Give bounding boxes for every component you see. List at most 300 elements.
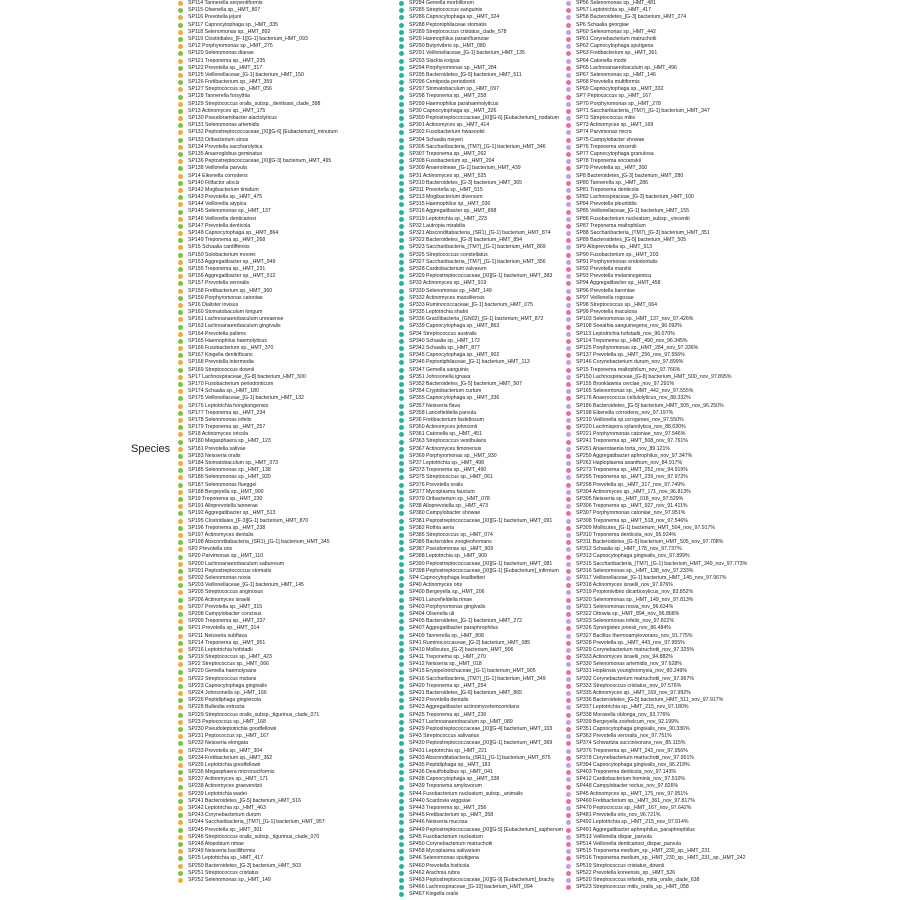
legend-label: SP420 Treponema sp._HMT_254: [409, 682, 487, 689]
legend-item: [178, 438, 398, 445]
legend-swatch-icon: [566, 195, 571, 200]
legend-swatch-icon: [566, 253, 571, 258]
legend-item: [566, 187, 786, 194]
legend-item: [178, 323, 398, 330]
legend-item: [178, 122, 398, 129]
legend-label: SP76 Treponema vincentii: [576, 143, 637, 150]
legend-swatch-icon: [178, 562, 183, 567]
legend-item: [566, 474, 786, 481]
legend-label: SP118 Selenomonas sp._HMT_892: [188, 28, 271, 35]
legend-swatch-icon: [399, 555, 404, 560]
legend-swatch-icon: [566, 619, 571, 624]
legend-label: SP310 Bacteroidetes_[G-3] bacterium_HMT_365: [409, 179, 523, 186]
legend-label: SP34 Streptococcus australis: [409, 330, 477, 337]
legend-label: SP298 Prevotella sp._HMT_317_nov_97.749%: [576, 481, 685, 488]
legend-swatch-icon: [399, 317, 404, 322]
legend-item: [178, 647, 398, 654]
legend-item: [178, 697, 398, 704]
legend-label: SP297 Stomatobaculum sp._HMT_097: [409, 86, 499, 93]
legend-swatch-icon: [178, 440, 183, 445]
legend-label: SP127 Streptococcus sp._HMT_056: [188, 86, 272, 93]
legend-label: SP142 Mogibacterium timidum: [188, 186, 259, 193]
legend-label: SP259 Aggregatibacter aphrophilus_nov_97.347%: [576, 452, 693, 459]
legend-label: SP302 Fusobacterium hwasookii: [409, 129, 485, 136]
legend-swatch-icon: [566, 648, 571, 653]
legend-item: [178, 604, 398, 611]
legend-item: [566, 252, 786, 259]
legend-swatch-icon: [566, 641, 571, 646]
legend-swatch-icon: [399, 576, 404, 581]
legend-label: SP403 Treponema denticola_nov_97.143%: [576, 769, 677, 776]
legend-swatch-icon: [399, 418, 404, 423]
legend-swatch-icon: [566, 123, 571, 128]
legend-item: [566, 819, 786, 826]
legend-label: SP86 Fusobacterium nucleatum_subsp._vincentii: [576, 215, 690, 222]
legend-item: [178, 50, 398, 57]
legend-swatch-icon: [566, 102, 571, 107]
legend-label: SP31 Actinomyces sp._HMT_525: [409, 172, 487, 179]
legend-label: SP429 Peptostreptococcaceae_[XI][G-4] bacterium_HMT_103: [409, 725, 553, 732]
legend-swatch-icon: [178, 504, 183, 509]
legend-item: [566, 762, 786, 769]
legend-swatch-icon: [178, 145, 183, 150]
legend-item: [178, 525, 398, 532]
legend-swatch-icon: [399, 741, 404, 746]
legend-swatch-icon: [566, 626, 571, 631]
legend-label: SP44 Fusobacterium nucleatum_subsp._animalis: [409, 790, 523, 797]
legend-swatch-icon: [178, 626, 183, 631]
legend-label: SP241 Bacteroidetes_[G-5] bacterium_HMT_516: [188, 797, 302, 804]
legend-swatch-icon: [566, 260, 571, 265]
legend-label: SP438 Capnocytophaga sp._HMT_338: [409, 776, 500, 783]
legend-item: [566, 323, 786, 330]
legend-swatch-icon: [178, 526, 183, 531]
legend-swatch-icon: [566, 576, 571, 581]
legend-label: SP103 Selenomonas sp._HMT_137_nov_97.426%: [576, 316, 694, 323]
legend-label: SP246 Streptococcus oralis_subsp._tigurinus_clade_070: [188, 833, 320, 840]
legend-swatch-icon: [566, 138, 571, 143]
legend-label: SP178 Selenomonas infelix: [188, 416, 252, 423]
legend-swatch-icon: [178, 864, 183, 869]
legend-label: SP45 Fusobacterium nucleatum: [409, 833, 483, 840]
legend-item: [566, 798, 786, 805]
legend-swatch-icon: [399, 705, 404, 710]
legend-label: SP183 Neisseria oralis: [188, 452, 241, 459]
legend-label: SP116 Prevotella jejuni: [188, 14, 242, 21]
legend-label: SP243 Corynebacterium durum: [188, 812, 261, 819]
legend-item: [178, 65, 398, 72]
legend-label: SP89 Bacteroidetes_[G-5] bacterium_HMT_505: [576, 237, 687, 244]
legend-item: [178, 539, 398, 546]
legend-item: [566, 654, 786, 661]
legend-swatch-icon: [566, 885, 571, 890]
legend-label: SP82 Lachnospiraceae_[G-3] bacterium_HMT_100: [576, 194, 694, 201]
legend-item: [566, 173, 786, 180]
legend-swatch-icon: [399, 339, 404, 344]
legend-swatch-icon: [178, 238, 183, 243]
legend-swatch-icon: [399, 267, 404, 272]
legend-label: SP516 Treponema medium_sp._HMT_230_sp._HMT_231_sp._HMT_242: [576, 855, 746, 862]
legend-label: SP296 Centipeda periodontii: [409, 79, 476, 86]
legend-swatch-icon: [178, 655, 183, 660]
legend-label: SP117 Capnocytophaga sp._HMT_335: [188, 21, 278, 28]
legend-item: [566, 805, 786, 812]
legend-swatch-icon: [566, 519, 571, 524]
legend-swatch-icon: [399, 569, 404, 574]
legend-label: SP295 Bacteroidetes_[G-5] bacterium_HMT_511: [409, 71, 522, 78]
legend-column-3: [566, 0, 786, 900]
legend-item: [566, 748, 786, 755]
legend-label: SP60 Selenomonas sp._HMT_442: [576, 28, 656, 35]
legend-item: [566, 36, 786, 43]
legend-item: [178, 367, 398, 374]
legend-label: SP363 Prevotella veroralis_nov_97.751%: [576, 733, 672, 740]
legend-swatch-icon: [178, 418, 183, 423]
legend-label: SP379 Oribacterium sp._HMT_078: [409, 495, 490, 502]
legend-label: SP79 Prevotella sp._HMT_300: [576, 165, 648, 172]
legend-swatch-icon: [566, 389, 571, 394]
legend-item: [178, 151, 398, 158]
legend-label: SP56 Selenomonas sp._HMT_481: [576, 0, 656, 6]
legend-label: SP242 Leptotrichia sp._HMT_463: [188, 805, 266, 811]
legend-swatch-icon: [566, 677, 571, 682]
legend-swatch-icon: [178, 749, 183, 754]
legend-item: [566, 151, 786, 158]
legend-item: [178, 129, 398, 136]
legend-label: SP108 Sneathia sanguinegens_nov_96.092%: [576, 323, 682, 330]
legend-swatch-icon: [399, 878, 404, 883]
legend-item: [566, 266, 786, 273]
legend-label: SP170 Fusobacterium periodonticum: [188, 380, 274, 387]
legend-swatch-icon: [566, 317, 571, 322]
legend-swatch-icon: [399, 166, 404, 171]
legend-item: [178, 86, 398, 93]
legend-swatch-icon: [566, 734, 571, 739]
legend-item: [566, 546, 786, 553]
legend-label: SP237 Actinomyces sp._HMT_171: [188, 776, 269, 783]
legend-swatch-icon: [399, 396, 404, 401]
legend-item: [566, 22, 786, 29]
legend-swatch-icon: [178, 555, 183, 560]
legend-label: SP187 Selenomonas flueggei: [188, 481, 257, 488]
legend-swatch-icon: [399, 404, 404, 409]
legend-label: SP520 Streptococcus infantis_mitis_oralis_clade_638: [576, 876, 700, 883]
legend-item: [566, 704, 786, 711]
legend-item: [566, 86, 786, 93]
legend-item: [178, 417, 398, 424]
legend-label: SP301 Actinomyces sp._HMT_414: [409, 122, 490, 129]
legend-swatch-icon: [178, 346, 183, 351]
legend-label: SP330 Selenomonas sp._HMT_149: [409, 287, 492, 294]
legend-swatch-icon: [178, 389, 183, 394]
legend-swatch-icon: [399, 835, 404, 840]
legend-label: SP58 Bacteroidetes_[G-3] bacterium_HMT_274: [576, 14, 687, 21]
legend-label: SP381 Peptostreptococcaceae_[XI][G-1] bacterium_HMT_091: [409, 517, 553, 524]
legend-swatch-icon: [178, 425, 183, 430]
legend-label: SP251 Streptococcus cristatus: [188, 869, 259, 876]
legend-item: [178, 683, 398, 690]
legend-label: SP185 Selenomonas sp._HMT_138: [188, 467, 271, 474]
legend-item: [566, 295, 786, 302]
legend-item: [566, 367, 786, 374]
legend-swatch-icon: [178, 432, 183, 437]
legend-label: SP357 Neisseria flava: [409, 402, 461, 409]
legend-label: SP338 Moraxella oblonga_nov_93.776%: [576, 711, 671, 718]
legend-label: SP78 Treponema socranskii: [576, 158, 641, 165]
legend-label: SP328 Prevotella sp._HMT_443_nov_97.955%: [576, 639, 685, 646]
legend-swatch-icon: [566, 813, 571, 818]
legend-label: SP342 Schaalia sp._HMT_877: [409, 345, 480, 351]
legend-item: [566, 65, 786, 72]
legend-label: SP175 Veillonellaceae_[G-1] bacterium_HMT_132: [188, 395, 304, 402]
legend-item: [178, 316, 398, 323]
legend-swatch-icon: [399, 152, 404, 157]
legend-item: [178, 359, 398, 366]
legend-swatch-icon: [178, 188, 183, 193]
legend-swatch-icon: [399, 483, 404, 488]
legend-swatch-icon: [566, 360, 571, 365]
legend-label: SP322 Bacteroidetes_[G-3] bacterium_HMT_894: [409, 237, 523, 244]
legend-label: SP133 Oribacterium sinus: [188, 136, 249, 143]
legend-swatch-icon: [566, 325, 571, 330]
legend-swatch-icon: [566, 447, 571, 452]
legend-item: [566, 122, 786, 129]
legend-label: SP289 Streptococcus cristatus_clade_578: [409, 28, 507, 35]
legend-swatch-icon: [566, 37, 571, 42]
legend-swatch-icon: [566, 540, 571, 545]
legend-swatch-icon: [399, 116, 404, 121]
legend-item: [566, 697, 786, 704]
legend-label: SP186 Selenomonas sp._HMT_920: [188, 474, 271, 481]
legend-swatch-icon: [399, 849, 404, 854]
legend-swatch-icon: [399, 461, 404, 466]
legend-item: [178, 589, 398, 596]
legend-swatch-icon: [399, 562, 404, 567]
legend-label: SP91 Porphyromonas endodontalis: [576, 258, 658, 265]
legend-label: SP232 Neisseria elongata: [188, 740, 248, 747]
legend-label: SP43 Streptococcus salivarius: [409, 733, 480, 740]
legend-item: [566, 158, 786, 165]
legend-label: SP184 Stomatobaculum sp._HMT_373: [188, 460, 278, 466]
legend-label: SP352 Bacteroidetes_[G-5] bacterium_HMT_507: [409, 380, 523, 387]
legend-label: SP401 Lancefieldella rimae: [409, 596, 473, 603]
legend-label: SP23 Peptococcus sp._HMT_168: [188, 718, 266, 725]
legend-item: [566, 244, 786, 251]
legend-swatch-icon: [399, 37, 404, 42]
legend-label: SP333 Streptococcus cristatus_nov_97.576%: [576, 682, 682, 689]
legend-label: SP149 Treponema sp._HMT_268: [188, 237, 266, 244]
legend-swatch-icon: [178, 519, 183, 524]
legend-label: SP236 Megasphaera micronuciformis: [188, 769, 275, 776]
legend-swatch-icon: [566, 145, 571, 150]
legend-swatch-icon: [178, 856, 183, 861]
legend-swatch-icon: [178, 289, 183, 294]
legend-swatch-icon: [399, 533, 404, 538]
legend-label: SP327 Bacillus thermoamylovorans_nov_91.775%: [576, 632, 693, 639]
legend-swatch-icon: [178, 662, 183, 667]
legend-swatch-icon: [399, 490, 404, 495]
legend-item: [178, 58, 398, 65]
legend-swatch-icon: [178, 325, 183, 330]
legend-label: SP436 Desulfobulbus sp._HMT_041: [409, 769, 493, 776]
legend-label: SP73 Actinomyces sp._HMT_169: [576, 122, 654, 129]
legend-item: [566, 611, 786, 618]
legend-item: [178, 208, 398, 215]
legend-label: SP386 Bacteroides zoogleoformans: [409, 539, 492, 546]
legend-label: SP179 Treponema sp._HMT_257: [188, 424, 266, 431]
legend-swatch-icon: [399, 885, 404, 890]
legend-label: SP351 Capnocytophaga gingivalis_nov_90.336%: [576, 725, 690, 732]
legend-swatch-icon: [566, 785, 571, 790]
legend-item: [566, 331, 786, 338]
legend-swatch-icon: [566, 296, 571, 301]
legend-item: [566, 381, 786, 388]
legend-item: [566, 352, 786, 359]
legend-label: SP462 Arachnia rubra: [409, 869, 460, 876]
legend-swatch-icon: [399, 73, 404, 78]
legend-swatch-icon: [566, 15, 571, 20]
legend-swatch-icon: [399, 360, 404, 365]
legend-swatch-icon: [566, 66, 571, 71]
legend-swatch-icon: [178, 619, 183, 624]
legend-item: [566, 338, 786, 345]
legend-item: [566, 424, 786, 431]
legend-item: [178, 381, 398, 388]
legend-label: SP2 Prevotella oris: [188, 546, 233, 553]
legend-item: [566, 525, 786, 532]
legend-label: SP351 Johnsonella ignava: [409, 373, 471, 380]
legend-label: SP519 Streptococcus cristatus_downii: [576, 862, 665, 869]
legend-item: [566, 539, 786, 546]
legend-label: SP200 Lachnoanaerobaculum saburreum: [188, 560, 285, 567]
legend-swatch-icon: [178, 224, 183, 229]
legend-item: [566, 855, 786, 862]
legend-item: [178, 266, 398, 273]
legend-item: [178, 654, 398, 661]
legend-swatch-icon: [178, 375, 183, 380]
legend-item: [178, 690, 398, 697]
legend-label: SP85 Veillonellaceae_[G-1] bacterium_HMT_155: [576, 208, 690, 215]
legend-swatch-icon: [566, 44, 571, 49]
legend-label: SP115 Olsenella sp._HMT_807: [188, 7, 261, 14]
legend-swatch-icon: [399, 310, 404, 315]
legend-label: SP18 Actinomyces oricola: [188, 431, 248, 438]
legend-label: SP69 Capnocytophaga sp._HMT_332: [576, 86, 664, 93]
legend-item: [566, 719, 786, 726]
legend-label: SP415 Erysipelotrichaceae_[G-1] bacterium_HMT_905: [409, 668, 536, 675]
legend-swatch-icon: [178, 296, 183, 301]
legend-item: [566, 870, 786, 877]
legend-item: [566, 72, 786, 79]
legend-swatch-icon: [178, 66, 183, 71]
legend-swatch-icon: [566, 289, 571, 294]
legend-label: SP37 Leptotrichia sp._HMT_498: [409, 460, 484, 466]
legend-swatch-icon: [399, 727, 404, 732]
legend-label: SP403 Porphyromonas gingivalis: [409, 603, 486, 610]
legend-label: SP325 Streptococcus constellatus: [409, 251, 488, 258]
legend-item: [566, 115, 786, 122]
legend-swatch-icon: [399, 245, 404, 250]
legend-item: [566, 280, 786, 287]
legend-item: [178, 173, 398, 180]
legend-item: [178, 187, 398, 194]
legend-swatch-icon: [178, 842, 183, 847]
legend-item: [566, 618, 786, 625]
legend-swatch-icon: [566, 188, 571, 193]
legend-item: [566, 79, 786, 86]
legend-label: SP513 Veillonella dispar_parvula: [576, 833, 652, 840]
legend-item: [566, 647, 786, 654]
legend-label: SP15 Treponema maltophilum_nov_97.766%: [576, 366, 681, 373]
legend-swatch-icon: [178, 483, 183, 488]
legend-swatch-icon: [178, 727, 183, 732]
legend-item: [178, 719, 398, 726]
legend-item: [566, 726, 786, 733]
legend-swatch-icon: [566, 720, 571, 725]
legend-swatch-icon: [566, 404, 571, 409]
legend-swatch-icon: [399, 655, 404, 660]
legend-label: SP197 Actinomyces dentalis: [188, 531, 254, 538]
legend-label: SP226 Peptidiphaga gingivicola: [188, 697, 261, 704]
legend-swatch-icon: [178, 353, 183, 358]
legend-label: SP284 Gemella morbillorum: [409, 0, 474, 6]
legend-swatch-icon: [399, 698, 404, 703]
legend-swatch-icon: [399, 23, 404, 28]
legend-swatch-icon: [566, 828, 571, 833]
legend-swatch-icon: [399, 303, 404, 308]
legend-swatch-icon: [566, 511, 571, 516]
legend-label: SP412 Neisseria sp._HMT_018: [409, 661, 482, 668]
legend-label: SP19 Treponema sp._HMT_230: [188, 495, 263, 502]
legend-item: [566, 101, 786, 108]
legend-swatch-icon: [399, 95, 404, 100]
legend-item: [178, 453, 398, 460]
legend-swatch-icon: [178, 792, 183, 797]
legend-swatch-icon: [178, 310, 183, 315]
legend-label: SP377 Mycoplasma faucium: [409, 488, 475, 495]
legend-label: SP515 Treponema medium_sp._HMT_230_sp._HMT_231: [576, 848, 711, 855]
legend-item: [178, 29, 398, 36]
legend-label: SP210 Veillonella sp.ucrogenes_nov_97.550%: [576, 416, 684, 423]
legend-label: SP57 Leptotrichia sp._HMT_417: [576, 7, 651, 14]
legend-label: SP448 Campylobacter rectus_nov_97.826%: [576, 783, 679, 790]
legend-label: SP390 Peptostreptococcaceae_[XI][G-1] bacterium_HMT_081: [409, 560, 553, 567]
legend-swatch-icon: [178, 404, 183, 409]
legend-swatch-icon: [566, 842, 571, 847]
legend-swatch-icon: [399, 605, 404, 610]
legend-label: SP229 Streptococcus oralis_subsp._tigurinus_clade_071: [188, 711, 320, 718]
legend-label: SP244 Saccharibacteria_(TM7)_[G-1] bacterium_HMT_957: [188, 819, 325, 826]
legend-swatch-icon: [178, 447, 183, 452]
legend-item: [178, 7, 398, 14]
legend-item: [178, 633, 398, 640]
legend-label: SP373 Treponema sp._HMT_490: [409, 467, 487, 474]
legend-swatch-icon: [399, 217, 404, 222]
legend-swatch-icon: [566, 670, 571, 675]
legend-swatch-icon: [399, 641, 404, 646]
legend-swatch-icon: [399, 770, 404, 775]
legend-swatch-icon: [399, 411, 404, 416]
legend-swatch-icon: [566, 583, 571, 588]
legend-swatch-icon: [566, 856, 571, 861]
legend-item: [178, 352, 398, 359]
legend-swatch-icon: [566, 605, 571, 610]
legend-swatch-icon: [399, 30, 404, 35]
legend-item: [178, 22, 398, 29]
legend-swatch-icon: [566, 655, 571, 660]
legend-label: SP223 Capnocytophaga gingivalis: [188, 682, 268, 689]
legend-column-1: [178, 0, 398, 900]
